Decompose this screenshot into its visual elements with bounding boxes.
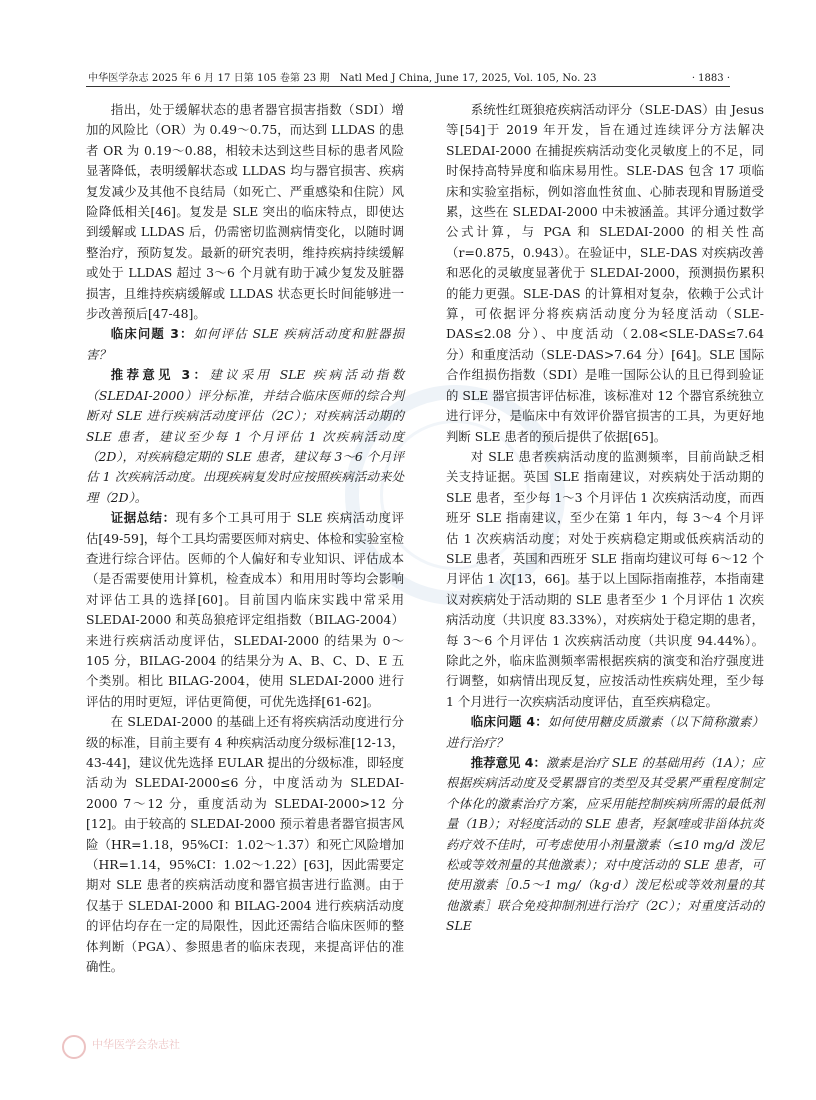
recommendation-label: 推荐意见 4：	[470, 755, 546, 770]
journal-citation: 中华医学杂志 2025 年 6 月 17 日第 105 卷第 23 期 Natl Med J China, June 17, 2025, Vol. 105, No. 23	[88, 73, 597, 84]
publisher-name: 中华医学会杂志社	[92, 1038, 180, 1051]
paragraph: 指出，处于缓解状态的患者器官损害指数（SDI）增加的风险比（OR）为 0.49～0.75，而达到 LLDAS 的患者 OR 为 0.19～0.88，相较未达到这些目标的患者风险显著降低，表明缓解状态或 LLDAS 均与器官损害、疾病复发减少及其他不良结局（如死亡、严重感染和住院）风险降低相关[46]。复发是 SLE 突出的临床特点，即使达到缓解或 LLDAS 后，仍需密切监测病情变化，以随时调整治疗，预防复发。最新的研究表明，维持疾病持续缓解或处于 LLDAS 超过 3～6 个月就有助于减少复发及脏器损害，且维持疾病缓解或 LLDAS 状态更长时间能够进一步改善预后[47-48]。	[86, 102, 404, 322]
left-column	[86, 100, 404, 977]
page-number: · 1883 ·	[691, 73, 730, 84]
recommendation-text: 建议采用 SLE 疾病活动指数（SLEDAI-2000）评分标准，并结合临床医师的综合判断对 SLE 进行疾病活动度评估（2C）；对疾病活动期的 SLE 患者，建议至少每 1 个月评估 1 次疾病活动度（2D），对疾病稳定期的 SLE 患者，建议每 3～6 个月评估 1 次疾病活动度。出现疾病复发时应按照疾病活动来处理（2D）。	[86, 367, 405, 505]
page-header	[88, 64, 730, 84]
summary-text: 现有多个工具可用于 SLE 疾病活动度评估[49-59]，每个工具均需要医师对病史、体检和实验室检查进行综合评估。医师的个人偏好和专业知识、评估成本（是否需要使用计算机，检查成本）和用用时等均会影响对评估工具的选择[60]。目前国内临床实践中常采用 SLEDAI-2000 和英岛狼疮评定组指数（BILAG-2004）来进行疾病活动度评估，SLEDAI-2000 的结果为 0～105 分，BILAG-2004 的结果分为 A、B、C、D、E 五个类别。相比 BILAG-2004，使用 SLEDAI-2000 进行评估的用时更短，评估更简便，可优先选择[61-62]。	[86, 510, 405, 709]
question-label: 临床问题 4：	[470, 714, 549, 730]
question-text: 如何评估 SLE 疾病活动度和脏器损害？	[86, 326, 405, 362]
paragraph: 在 SLEDAI-2000 的基础上还有将疾病活动度进行分级的标准，目前主要有 4 种疾病活动度分级标准[12-13，43-44]，建议优先选择 EULAR 提出的分级标准，即轻度活动为 SLEDAI-2000≤6 分，中度活动为 SLEDAI-2000 7～12 分，重度活动为 SLEDAI-2000>12 分[12]。由于较高的 SLEDAI-2000 预示着患者器官损害风险（HR=1.18，95%CI：1.02～1.37）和死亡风险增加（HR=1.14，95%CI：1.02～1.22）[63]，因此需要定期对 SLE 患者的疾病活动度和器官损害进行监测。由于仅基于 SLEDAI-2000 和 BILAG-2004 进行疾病活动度的评估均存在一定的局限性，因此还需结合临床医师的整体判断（PGA）、参照患者的临床表现，来提高评估的准确性。	[86, 714, 404, 975]
question-label: 临床问题 3：	[110, 326, 194, 342]
recommendation-label: 推荐意见 3：	[110, 367, 210, 383]
question-text: 如何使用糖皮质激素（以下简称激素）进行治疗？	[446, 714, 765, 750]
evidence-summary	[86, 508, 404, 712]
right-column	[446, 100, 764, 937]
summary-label: 证据总结：	[110, 510, 176, 526]
paragraph: 对 SLE 患者疾病活动度的监测频率，目前尚缺乏相关支持证据。英国 SLE 指南建议，对疾病处于活动期的 SLE 患者，至少每 1～3 个月评估 1 次疾病活动度，而西班牙 SLE 指南建议，至少在第 1 年内，每 3～4 个月评估 1 次疾病活动度；对处于疾病稳定期或低疾病活动的 SLE 患者，英国和西班牙 SLE 指南均建议可每 6～12 个月评估 1 次[13，66]。基于以上国际指南推荐，本指南建议对疾病处于活动期的 SLE 患者至少 1 个月评估 1 次疾病活动度（共识度 83.33%），对疾病处于稳定期的患者，每 3～6 个月评估 1 次疾病活动度（共识度 94.44%）。除此之外，临床监测频率需根据疾病的演变和治疗强度进行调整，如病情出现反复，应按活动性疾病处理，至少每 1 个月进行一次疾病活动度评估，直至疾病稳定。	[446, 448, 764, 709]
publisher-logo-icon	[62, 1035, 86, 1059]
paragraph: 系统性红斑狼疮疾病活动评分（SLE-DAS）由 Jesus 等[54]于 2019 年开发，旨在通过连续评分方法解决 SLEDAI-2000 在捕捉疾病活动变化灵敏度上的不足，同时保持高特异度和临床易用性。SLE-DAS 包含 17 项临床和实验室指标，例如溶血性贫血、心肺表现和胃肠道受累，这些在 SLEDAI-2000 中未被涵盖。其评分通过数学公式计算，与 PGA 和 SLEDAI-2000 的相关性高（r=0.875，0.943）。在验证中，SLE-DAS 对疾病改善和恶化的灵敏度显著优于 SLEDAI-2000，预测损伤累积的能力更强。SLE-DAS 的计算相对复杂，依赖于公式计算，可依据评分将疾病活动度分为轻度活动（SLE-DAS≤2.08 分）、中度活动（2.08<SLE-DAS≤7.64 分）和重度活动（SLE-DAS>7.64 分）[64]。SLE 国际合作组损伤指数（SDI）是唯一国际公认的且已得到验证的 SLE 器官损害评估标准，该标准对 12 个器官系统独立进行评分，是临床中有效评价器官损害的工具，为更好地判断 SLE 患者的预后提供了依据[65]。	[446, 102, 764, 444]
clinical-question-4	[446, 712, 764, 753]
clinical-question-3	[86, 324, 404, 365]
recommendation-4	[446, 753, 764, 937]
recommendation-text: 激素是治疗 SLE 的基础用药（1A）；应根据疾病活动度及受累器官的类型及其受累严重程度制定个体化的激素治疗方案，应采用能控制疾病所需的最低剂量（1B）；对轻度活动的 SLE 患者，羟氯喹或非甾体抗炎药疗效不佳时，可考虑使用小剂量激素（≤10 mg/d 泼尼松或等效剂量的其他激素）；对中度活动的 SLE 患者，可使用激素［0.5～1 mg/（kg·d）泼尼松或等效剂量的其他激素］联合免疫抑制剂进行治疗（2C）；对重度活动的 SLE	[446, 755, 764, 934]
recommendation-3	[86, 365, 404, 508]
header-rule	[86, 86, 730, 87]
